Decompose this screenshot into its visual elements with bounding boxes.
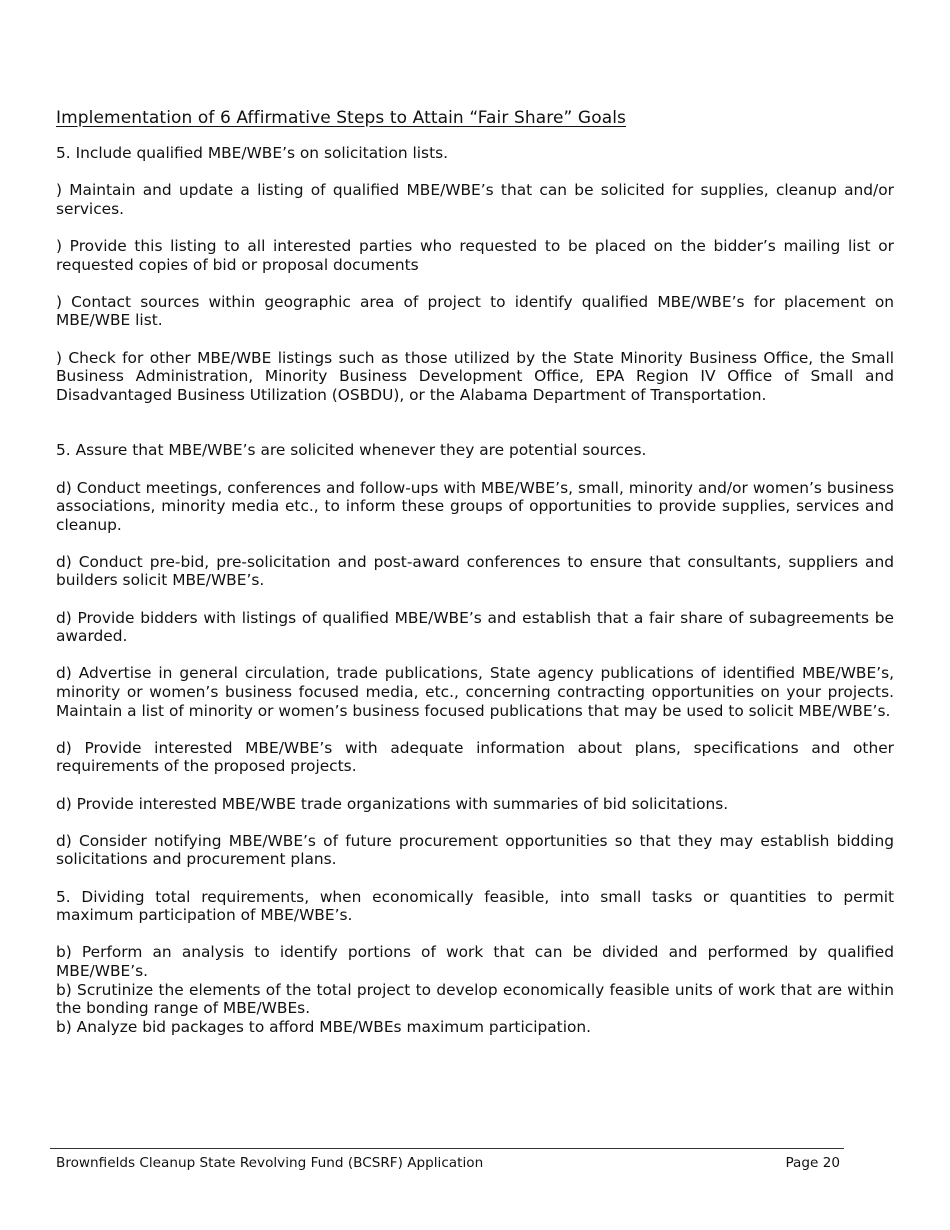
paragraph-provide-bidders: d) Provide bidders with listings of qualified MBE/WBE’s and establish that a fair share of subagreements be awarded.: [56, 608, 894, 646]
paragraph-step-include-solicitation: 5. Include qualified MBE/WBE’s on solicitation lists.: [56, 144, 449, 162]
paragraph-analyze-bid-packages: b) Analyze bid packages to afford MBE/WBEs maximum participation.: [56, 1017, 592, 1036]
footer-divider: [50, 1148, 844, 1149]
paragraph-conduct-prebid: d) Conduct pre-bid, pre-solicitation and post-award conferences to ensure that consultants, suppliers and builders solicit MBE/WBE’s.: [56, 552, 894, 590]
section-heading: Implementation of 6 Affirmative Steps to Attain “Fair Share” Goals: [56, 108, 626, 128]
paragraph-provide-information: d) Provide interested MBE/WBE’s with adequate information about plans, specifications and other requirements of the proposed projects.: [56, 738, 894, 776]
paragraph-check-other-listings: ) Check for other MBE/WBE listings such as those utilized by the State Minority Business Office, the Small Business Administration, Minority Business Development Office, EPA Region IV Office of Small and Disadvantaged Business Utilization (OSBDU), or the Alabama Department of Transportation.: [56, 348, 894, 404]
paragraph-advertise: d) Advertise in general circulation, trade publications, State agency publications of identified MBE/WBE’s, minority or women’s business focused media, etc., concerning contracting opportunities on your projects. Maintain a list of minority or women’s business focused publications that may be used to solicit MBE/WBE’s.: [56, 664, 894, 720]
paragraph-trade-organizations: d) Provide interested MBE/WBE trade organizations with summaries of bid solicitations.: [56, 794, 729, 813]
paragraph-notify-future-procurement: d) Consider notifying MBE/WBE’s of future procurement opportunities so that they may establish bidding solicitations and procurement plans.: [56, 831, 894, 869]
paragraph-provide-listing: ) Provide this listing to all interested parties who requested to be placed on the bidder’s mailing list or requested copies of bid or proposal documents: [56, 236, 894, 274]
paragraph-step-dividing-requirements: 5. Dividing total requirements, when economically feasible, into small tasks or quantities to permit maximum participation of MBE/WBE’s.: [56, 887, 894, 925]
paragraph-scrutinize-elements: b) Scrutinize the elements of the total project to develop economically feasible units of work that are within the bonding range of MBE/WBEs.: [56, 980, 894, 1018]
paragraph-perform-analysis: b) Perform an analysis to identify portions of work that can be divided and performed by qualified MBE/WBE’s.: [56, 943, 894, 980]
footer-document-title: Brownfields Cleanup State Revolving Fund (BCSRF) Application: [56, 1155, 484, 1171]
paragraph-conduct-meetings: d) Conduct meetings, conferences and follow-ups with MBE/WBE’s, small, minority and/or women’s business associations, minority media etc., to inform these groups of opportunities to provide supplies, services and cleanup.: [56, 478, 894, 534]
paragraph-maintain-listing: ) Maintain and update a listing of qualified MBE/WBE’s that can be solicited for supplies, cleanup and/or services.: [56, 181, 894, 218]
paragraph-contact-sources: ) Contact sources within geographic area of project to identify qualified MBE/WBE’s for placement on MBE/WBE list.: [56, 292, 894, 330]
page-number: Page 20: [785, 1155, 840, 1171]
document-body: [56, 108, 894, 1036]
paragraph-step-assure-solicited: 5. Assure that MBE/WBE’s are solicited whenever they are potential sources.: [56, 441, 647, 460]
